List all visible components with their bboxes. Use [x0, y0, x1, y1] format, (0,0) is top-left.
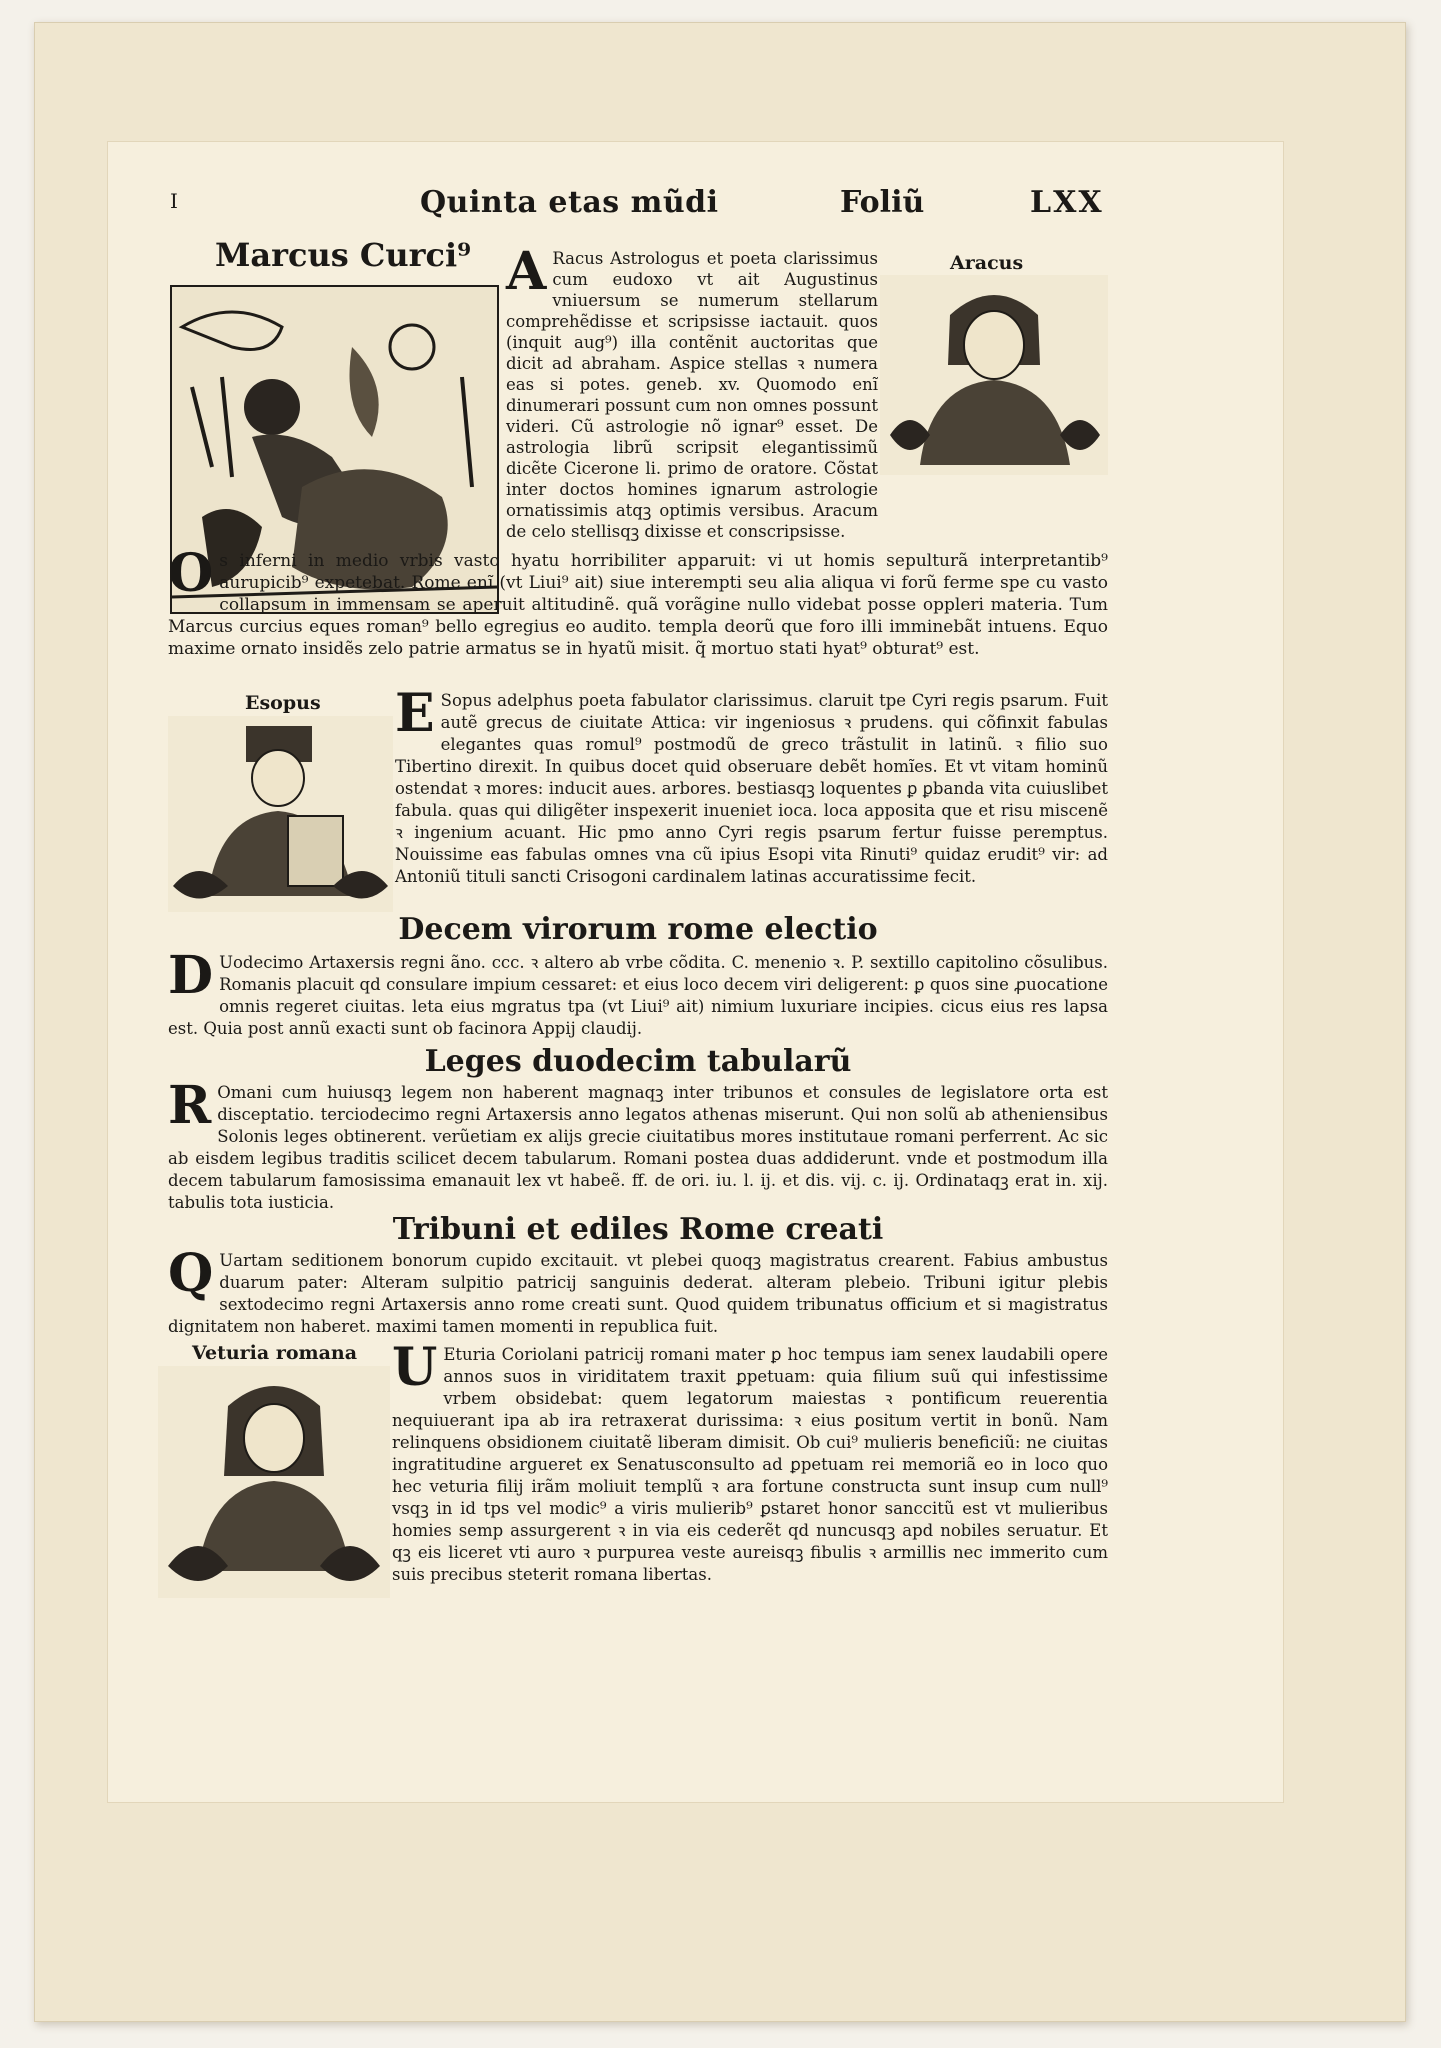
- caption-esopus: Esopus: [245, 692, 321, 714]
- dropcap-veturia: U: [392, 1337, 438, 1398]
- veturia-portrait: [158, 1366, 390, 1598]
- esopus-portrait: [168, 716, 393, 912]
- header-mark: I: [170, 189, 178, 213]
- dropcap-aracus: A: [506, 241, 547, 302]
- caption-veturia: Veturia romana: [192, 1342, 358, 1364]
- marcus-body: s inferni in medio vrbis vasto hyatu horribiliter apparuit: vi ut homis sepulturã interpretantib⁹ aurupicib⁹ expetebat. Rome enĩ (vt Liui⁹ ait) siue interempti seu alia aliqua vi forũ ferme spe cu vasto collapsum in immensam se aperuit altitudinẽ. quã vorãgine nullo videbat posse oppleri materia. Tum Marcus curcius eques roman⁹ bello egregius eo audito. templa deorũ que foro illi imminebãt intuens. Equo maxime ornato insidẽs zelo patrie armatus se in hyatũ misit. q̃ mortuo stati hyat⁹ obturat⁹ est.: [168, 551, 1108, 659]
- esopus-body: Sopus adelphus poeta fabulator clarissimus. claruit tpe Cyri regis psarum. Fuit autẽ grecus de ciuitate Attica: vir ingeniosus ꝛ prudens. qui cõfinxit fabulas elegantes quas romul⁹ postmodũ de greco trãstulit in latinũ. ꝛ filio suo Tibertino direxit. In quibus docet quid obseruare debẽt homĩes. Et vt vitam hominũ ostendat ꝛ mores: inducit aues. arbores. bestiasqꝫ loquentes ꝑ ꝑbanda vita cuiuslibet fabula. quas qui diligẽter inspexerit inueniet ioca. loca apposita que et risu miscenẽ ꝛ ingenium acuant. Hic pmo anno Cyri regis psarum fertur fuisse peremptus. Nouissime eas fabulas omnes vna cũ ipius Esopi vita Rinuti⁹ quidaz erudit⁹ vir: ad Antoniũ tituli sancti Crisogoni cardinalem latinas accuratissime fecit.: [395, 691, 1108, 886]
- page-header: [170, 185, 1110, 225]
- marcus-text: [168, 543, 1108, 685]
- veturia-text: [392, 1337, 1108, 1602]
- heading-tribuni: Tribuni et ediles Rome creati: [392, 1212, 884, 1247]
- dropcap-esopus: E: [395, 683, 435, 744]
- folio-label: Foliũ: [840, 185, 925, 220]
- dropcap-leges: R: [168, 1075, 212, 1136]
- veturia-body: Eturia Coriolani patricij romani mater ꝑ hoc tempus iam senex laudabili opere annos suos in viriditatem traxit ꝑpetuam: quia filium suũ qui infestissime vrbem obsidebat: quem legatorum maiestas ꝛ pontificum reuerentia nequiuerant ipa ab ira retraxerat durissima: ꝛ eius ꝑositum vertit in bonũ. Nam relinquens obsidionem ciuitatẽ liberam dimisit. Ob cui⁹ mulieris beneficiũ: ne ciuitas ingratitudine argueret ex Senatusconsulto ad ꝑpetuam rei memoriã eo in loco quo hec veturia filij irãm moliuit templũ ꝛ ara fortune constructa sunt insup cum null⁹ vsqꝫ in id tps vel modic⁹ a viris mulierib⁹ ꝑstaret honor sanccitũ est vt mulieribus homies semp assurgerent ꝛ in via eis cederẽt qd nuncusqꝫ apd nobiles seruatur. Et qꝫ eis liceret vti auro ꝛ purpurea veste aureisqꝫ fibulis ꝛ armillis nec immerito cum suis precibus steterit romana libertas.: [392, 1345, 1108, 1584]
- heading-decem-virorum: Decem virorum rome electio: [398, 912, 878, 947]
- decem-body: Uodecimo Artaxersis regni ãno. ccc. ꝛ altero ab vrbe cõdita. C. menenio ꝛ. P. sextillo capitolino cõsulibus. Romanis placuit qd consulare impium cessaret: et eius loco decem viri deligerent: ꝑ quos sine ꝓuocatione omnis regeret ciuitas. leta eius mgratus tpa (vt Liui⁹ ait) nimium luxuriare incipies. cicus eius res lapsa est. Quia post annũ exacti sunt ob facinora Appij claudij.: [168, 953, 1108, 1038]
- leges-body: Omani cum huiusqꝫ legem non haberent magnaqꝫ inter tribunos et consules de legislatore orta est disceptatio. terciodecimo regni Artaxersis anno legatos athenas miserunt. Qui non solũ ab atheniensibus Solonis leges obtinerent. verũetiam ex alijs grecie ciuitatibus mores institutaue romani perferrent. Ac sic ab eisdem legibus traditis scilicet decem tabularum. Romani postea duas addiderunt. vnde et postmodum illa decem tabularum famosissima emanauit lex vt habeẽ. ff. de ori. iu. l. ij. et dis. vij. c. ij. Ordinataqꝫ erat in. xij. tabulis tota iusticia.: [168, 1083, 1108, 1212]
- aracus-portrait: [880, 275, 1108, 475]
- folio-number: LXX: [1030, 185, 1104, 220]
- leges-text: [168, 1075, 1108, 1212]
- decem-text: [168, 945, 1108, 1042]
- caption-marcus: Marcus Curci⁹: [215, 236, 472, 274]
- dropcap-decem: D: [168, 945, 214, 1006]
- aracus-body: Racus Astrologus et poeta clarissimus cum eudoxo vt ait Augustinus vniuersum se numerum stellarum comprehẽdisse et scripsisse iactauit. quos (inquit aug⁹) illa contẽnit auctoritas que dicit ad abraham. Aspice stellas ꝛ numera eas si potes. geneb. xv. Quomodo enĩ dinumerari possunt cum non omnes possunt videri. Cũ astrologie nõ ignar⁹ esset. De astrologia librũ scripsit elegantissimũ dicẽte Cicerone li. primo de oratore. Cõstat inter doctos homines ignarum astrologie ornatissimis atqꝫ optimis versibus. Aracum de celo stellisqꝫ dixisse et conscripsisse.: [506, 249, 878, 541]
- page-title: Quinta etas mũdi: [420, 185, 719, 220]
- dropcap-tribuni: Q: [168, 1243, 214, 1304]
- woodcut-aracus: [880, 275, 1108, 475]
- heading-leges: Leges duodecim tabularũ: [424, 1044, 852, 1079]
- woodcut-esopus: [168, 716, 393, 912]
- aracus-text: [506, 241, 878, 548]
- woodcut-veturia: [158, 1366, 390, 1598]
- tribuni-text: [168, 1243, 1108, 1340]
- esopus-text: [395, 683, 1108, 915]
- caption-aracus: Aracus: [950, 252, 1024, 274]
- dropcap-marcus: O: [168, 543, 214, 604]
- tribuni-body: Uartam seditionem bonorum cupido excitauit. vt plebei quoqꝫ magistratus crearent. Fabius ambustus duarum pater: Alteram sulpitio patricij sanguinis dederat. alteram plebeio. Tribuni igitur plebis sextodecimo regni Artaxersis anno rome creati sunt. Quod quidem tribunatus officium et si magistratus dignitatem non haberet. maximi tamen momenti in republica fuit.: [168, 1251, 1108, 1336]
